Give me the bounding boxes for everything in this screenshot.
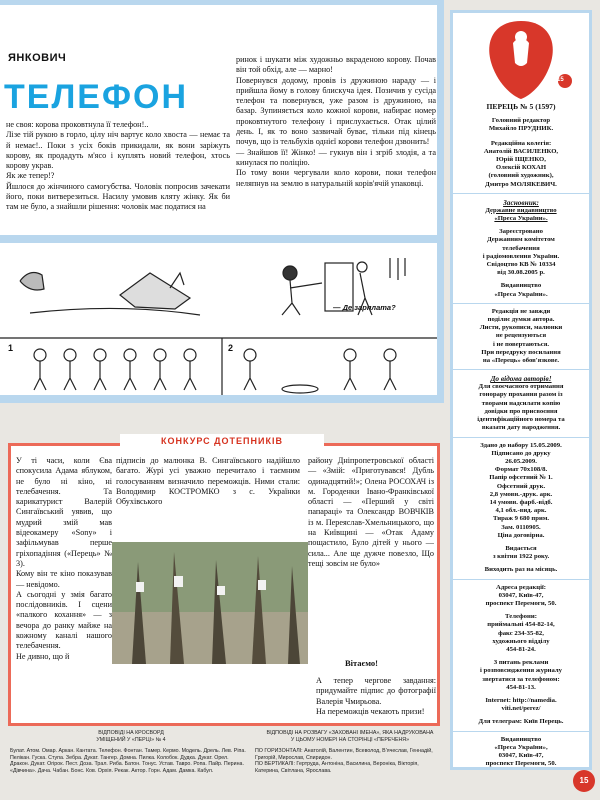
address: 03047, Київ-47, проспект Перемоги, 50. bbox=[485, 591, 557, 607]
authors-heading: До відома авторів! bbox=[490, 374, 552, 384]
boss-head bbox=[357, 262, 367, 272]
phones-heading: Телефони: bbox=[505, 613, 537, 621]
story-column-2: ринок і шукати між художньо вкраденою корову. Почав він той обхід, але — марно! Повернувся додому, провів із дружиною нараду — і прийшла йому в голову блискуча ідея. Позичив у сусіда телефон та повернувся, уже разом із дружиною, на базар. Зупиняється коло кожної корови, набирає номер проковтнутого телефону і прислухається. Отак цілий день. І, як то воно зазвичай буває, тільки під кінець почув, що із тельбухів однієї корови телефон дзвонить! — Знайшов її! Жінко! — гукнув він і згріб злодія, а та кинулася по поліцію. По тому вони чергували коло корови, поки телефон неляпнув на землю в натуральній корів'ячій упаковці. bbox=[236, 55, 436, 188]
editorial-board: Редакційна колегія: Анатолій ВАСИЛЕНКО, Юрій ІЩЕНКО, Олексій КОХАН (головний художник), Дмитро МОЛЯКЕВИЧ. bbox=[483, 139, 559, 188]
plate bbox=[282, 385, 318, 393]
publisher: «Преса України». bbox=[494, 290, 548, 298]
contest-column-1: У ті часи, коли Єва спокусила Адама яблуком, не було ні кіно, ні телебачення. Та карикатурист Валерій Сингаївський уявив, що мудрий змій мав відеокамеру «Sony» і зафільмував перше гріхопадіння («Перець» № 3). Кому він те кіно показував — невідомо. А сьогодні у змія багато послідовників. І сцени «палкого кохання» — з вечора до ранку майже на кожному каналі нашого телебачення. Не дивно, що й bbox=[16, 456, 112, 661]
print-details: Здано до набору 15.05.2009. Підписано до друку 26.05.2009. Формат 70х108/8. Папір офсетний № 1. Офсетний друк. 2,8 умовн.-друк. арк. 14 умовн. фарб.-відб. 4,1 обл.-вид. арк. Тираж 9 680 прим. Зам. 0110905. Ціна договірна. bbox=[480, 441, 562, 539]
panel-number-2: 2 bbox=[228, 343, 234, 353]
address-heading: Адреса редакції: bbox=[495, 583, 547, 591]
publisher2: «Преса України», 03047, Київ-47, проспект Перемоги, 50. bbox=[485, 743, 557, 768]
founder: Державне видавництво «Преса України». bbox=[485, 206, 557, 223]
musician-head bbox=[34, 349, 46, 361]
congrats: Вітаємо! bbox=[345, 658, 378, 668]
publisher2-heading: Видавництво bbox=[500, 735, 542, 743]
cartoon-drawings bbox=[0, 243, 437, 395]
perets-logo-icon bbox=[453, 13, 589, 103]
crossword-answers-heading: ВІДПОВІДІ НА КРОСВОРД УМІЩЕНИЙ У «ПЕРЦІ» № 4 bbox=[96, 730, 166, 743]
rock-figure bbox=[20, 273, 44, 290]
contest-column-2: підписів до малюнка В. Сингаївського надійшло багато. Журі усі уважно перечитало і таємним голосуванням визначило переможців. Ними стали: Володимир КОСТРОМКО з с. Українки Обухівського bbox=[116, 456, 300, 507]
registration: Зареєстровано Державним комітетом телебачення і радіомовлення України. Свідоцтво КВ № 10334 від 30.08.2005 р. bbox=[482, 228, 560, 277]
next-task: А тепер чергове завдання: придумайте підпис до фотографії Валерія Чмирьова. На переможців чекають призи! bbox=[316, 676, 436, 716]
issue-number: ПЕРЕЦЬ № 5 (1597) bbox=[486, 102, 556, 111]
story-title: ТЕЛЕФОН bbox=[4, 78, 188, 116]
frequency: Виходить раз на місяць. bbox=[484, 566, 558, 574]
coat-hooks bbox=[390, 258, 405, 280]
logo-area bbox=[453, 13, 589, 103]
contest-column-3: району Дніпропетровської області — «Змій: «Приготувався! Дубль одинадцятий!»; Олена РОСОХАЧ із м. Городенки Івано-Франківської області — «Перший у світі папараці» та Олександр ВОВЧКІВ із м. Переяслав-Хмельницького, що на Київщині — «Отак Адаму пощастило, Було дітей у нього — сила... Але ще дужче повезло, Що тещі зовсім не було» bbox=[308, 456, 434, 568]
editor-role: Головний редактор bbox=[491, 117, 551, 125]
story-author: ЯНКОВИЧ bbox=[8, 52, 67, 64]
authors-note: Для своєчасного отримання гонорару прохання разом із творами надсилати копію довідки про присвоєння ідентифікаційного номера та вказати дату народження. bbox=[477, 383, 565, 432]
editorial-note: Редакція не завжди поділяє думки автора. Листи, рукописи, малюнки не рецензуються і не повертаються. При передруку посилання на «Перець» обов'язкове. bbox=[479, 307, 563, 365]
subscription-info: З питань реклами і розповсюдження журналу звертатися за телефоном: 454-81-13. bbox=[479, 659, 563, 691]
telegram-address: Для телеграм: Київ Перець. bbox=[478, 718, 564, 726]
hidden-names-answers: ПО ГОРИЗОНТАЛІ: Анатолій, Валентин, Всеволод, В'ячеслав, Геннадій, Григорій, Мирослав, Спиридон. ПО ВЕРТИКАЛІ: Гертруда, Антоніна, Василина, Вероніка, Вікторія, Катерина, Світлана, Ярослава. bbox=[255, 748, 433, 774]
cartoon-caption: — Де зарплата? bbox=[333, 303, 396, 312]
editor-name: Михайло ПРУДНИК. bbox=[488, 125, 554, 133]
story-column-1: не своя: корова проковтнула її телефон!.. Лізе тій рукою в горло, цілу ніч вартує коло хвоста — немає та й немає!.. Поки з усіх боків прикидали, як вони заріжуть корову, як продадуть м'ясо і куплять новий телефон, хтось корову украв. Як же тепер!? Йшлося до жінчиного самогубства. Чоловік попросив зачекати його, поки витверезиться. Насилу умовив кляту жінку. Як би там не було, а знайшли рішення: чоловік має податися на bbox=[6, 120, 230, 212]
musician-body bbox=[34, 361, 46, 390]
cartoon-strip bbox=[0, 243, 444, 403]
contest-photo bbox=[112, 542, 308, 664]
logo-number: 15 bbox=[557, 77, 564, 83]
publisher-heading: Видавництво bbox=[500, 282, 542, 290]
founder-heading: Засновник: bbox=[503, 197, 539, 207]
ship-mast bbox=[170, 273, 184, 288]
internet-link[interactable]: Internet: http://namedia. viti.net/perez/ bbox=[485, 696, 557, 713]
character-body bbox=[282, 280, 322, 315]
contest-title: КОНКУРС ДОТЕПНИКІВ bbox=[120, 434, 324, 448]
published-since: Видається з квітня 1922 року. bbox=[492, 544, 550, 561]
hidden-names-heading: ВІДПОВІДІ НА РОЗВАГУ «ЗАХОВАНІ ІМЕНА», ЯКА НАДРУКОВАНА У ЦЬОМУ НОМЕРІ НА СТОРІНЦІ «ПЕРЕЧЕНЯ» bbox=[266, 730, 434, 743]
page-number: 15 bbox=[573, 770, 595, 792]
phones: приймальні 454-82-14, факс 234-35-82, художнього відділу 454-81-24. bbox=[487, 621, 555, 653]
masthead-sidebar bbox=[450, 10, 592, 770]
character-head bbox=[283, 266, 297, 280]
crossword-answers: Булат. Атом. Омар. Аркан. Кантата. Телефон. Фонтан. Тамер. Кермо. Модель. Дрель. Лев. Ріпа. Пелікан. Гуска. Ступа. Зебра. Дукат. Тангер. Домна. Пилка. Колобок. Дудка. Дукат. Орел. Дракон. Дукат. Огірок. Пест. Доза. Трал. Риба. Батон. Тонус. Устав. Тавро. Ропа. Пайр. Перина. «Дівчина». Дача. Чабан. Бонс. Ков. Орхія. Рекак. Актор. Горн. Адам. Дамка. Кабул. bbox=[10, 748, 246, 774]
panel-number-1: 1 bbox=[8, 343, 14, 353]
sinking-ship bbox=[120, 273, 190, 309]
